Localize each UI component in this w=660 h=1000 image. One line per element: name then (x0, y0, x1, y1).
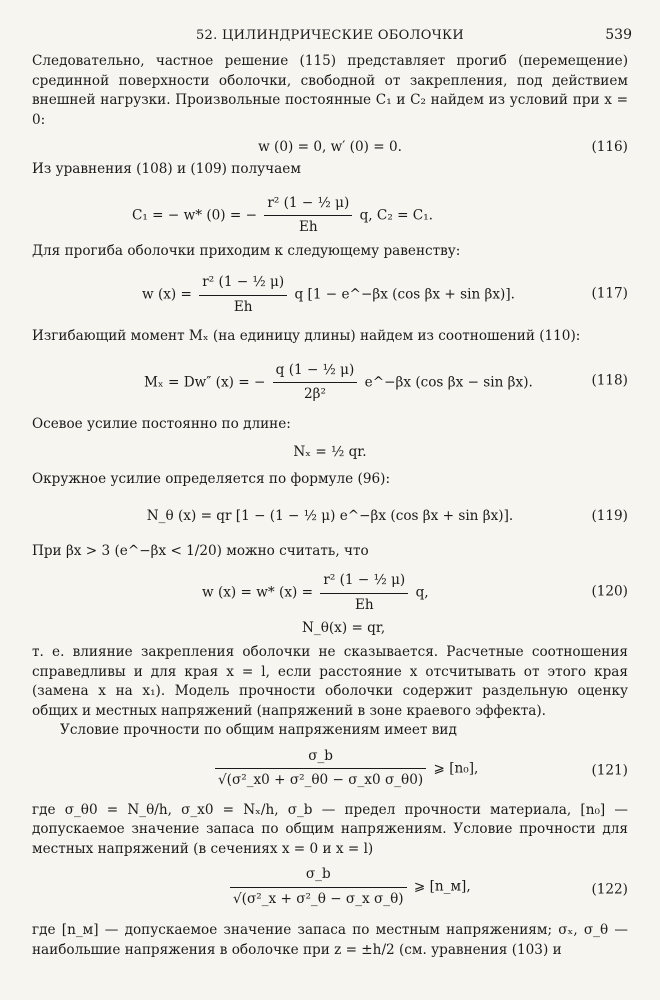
equation-120-number: (120) (591, 583, 628, 600)
equation-118-numerator: q (1 − ½ μ) (273, 361, 358, 384)
equation-C-lhs: C₁ = − w* (0) = − (132, 207, 258, 223)
equation-117-numerator: r² (1 − ½ μ) (199, 273, 287, 296)
equation-120-numerator: r² (1 − ½ μ) (320, 571, 408, 594)
paragraph-2: Из уравнения (108) и (109) получаем (32, 161, 301, 177)
paragraph-3: Для прогиба оболочки приходим к следующему равенству: (32, 242, 461, 259)
equation-118-denominator: 2β² (304, 386, 326, 402)
equation-C-rhs: q, C₂ = C₁. (359, 207, 433, 223)
equation-120-lhs: w (x) = w* (x) = (202, 584, 314, 601)
paragraph-8: т. е. влияние закрепления оболочки не сказывается. Расчетные соотношения справедливы и для края x = l, если расстояние x отсчитывать от этого края (замена x на x₁). Модель прочности оболочки содержит раздельную оценку общих и местных напряжений (напряжений в зоне краевого эффекта). (32, 644, 628, 719)
running-header (32, 26, 632, 52)
equation-118-lhs: Mₓ = Dw″ (x) = − (144, 374, 266, 390)
equation-121-denominator: √(σ²_x0 + σ²_θ0 − σ_x0 σ_θ0) (218, 772, 424, 788)
paragraph-6: Окружное усилие определяется по формуле (96): (32, 471, 391, 487)
equation-119 (32, 490, 628, 542)
equation-116-body: w (0) = 0, w′ (0) = 0. (258, 139, 402, 155)
equation-118-number: (118) (591, 371, 628, 388)
equation-122-rhs: ⩾ [n_м], (413, 878, 471, 895)
equation-117-number: (117) (591, 285, 628, 302)
equation-121-fraction (215, 747, 426, 791)
equation-116-number: (116) (591, 139, 628, 155)
paragraph-5: Осевое усилие постоянно по длине: (32, 415, 291, 432)
paragraph-1: Следовательно, частное решение (115) представляет прогиб (перемещение) срединной поверхности оболочки, свободной от закрепления, под действием внешней нагрузки. Произвольные постоянные C₁ и C₂ найдем из условий при x = 0: (32, 53, 628, 128)
equation-121-numerator: σ_b (215, 747, 426, 770)
equation-122-numerator: σ_b (230, 865, 407, 888)
section-title: 52. ЦИЛИНДРИЧЕСКИЕ ОБОЛОЧКИ (195, 28, 465, 43)
equation-118-fraction (273, 361, 358, 405)
equation-120 (32, 561, 628, 643)
equation-117-fraction (199, 273, 287, 317)
equation-120-rhs: q, (415, 584, 429, 601)
equation-C-fraction (264, 194, 352, 238)
equation-122-fraction (230, 865, 407, 909)
paragraph-9: Условие прочности по общим напряжениям имеет вид (60, 722, 457, 738)
paragraph-7: При βx > 3 (e^−βx < 1/20) можно считать, что (32, 542, 369, 559)
equation-C-numerator: r² (1 − ½ μ) (264, 194, 352, 217)
equation-122-number: (122) (591, 881, 628, 898)
equation-116 (32, 134, 628, 160)
equation-121 (32, 741, 628, 801)
equation-117-lhs: w (x) = (142, 286, 192, 303)
equation-120-fraction (320, 571, 408, 615)
book-page (32, 26, 632, 960)
equation-C-denominator: Eh (298, 219, 318, 235)
equation-118-rhs: e^−βx (cos βx − sin βx). (364, 374, 533, 390)
equation-117 (32, 261, 628, 327)
equation-121-rhs: ⩾ [n₀], (433, 760, 479, 776)
paragraph-4: Изгибающий момент Mₓ (на единицу длины) найдем из соотношений (110): (32, 328, 581, 344)
paragraph-10: где σ_θ0 = N_θ/h, σ_x0 = Nₓ/h, σ_b — предел прочности материала, [n₀] — допускаемое значение запаса по общим напряжениям. Условие прочности для местных напряжений (в сечениях x = 0 и x = l) (32, 801, 628, 857)
equation-120-denominator: Eh (354, 596, 374, 613)
paragraph-11: где [n_м] — допускаемое значение запаса по местным напряжениям; σₓ, σ_θ — наибольшие напряжения в оболочке при z = ±h/2 (см. уравнения (103) и (32, 922, 628, 958)
equation-119-body: N_θ (x) = qr [1 − (1 − ½ μ) e^−βx (cos βx + sin βx)]. (146, 507, 514, 524)
equation-118 (32, 347, 628, 415)
equation-N (32, 434, 628, 470)
equation-117-denominator: Eh (233, 298, 253, 315)
equation-122-denominator: √(σ²_x + σ²_θ − σ_x σ_θ) (233, 890, 404, 907)
equation-N-body: Nₓ = ½ qr. (293, 444, 367, 460)
equation-121-number: (121) (591, 761, 628, 778)
equation-117-rhs: q [1 − e^−βx (cos βx + sin βx)]. (294, 286, 515, 303)
equation-120-line2: N_θ(x) = qr, (302, 620, 386, 636)
equation-119-number: (119) (591, 507, 628, 524)
page-number: 539 (605, 27, 632, 43)
equation-C (32, 180, 628, 242)
equation-122 (32, 859, 628, 921)
